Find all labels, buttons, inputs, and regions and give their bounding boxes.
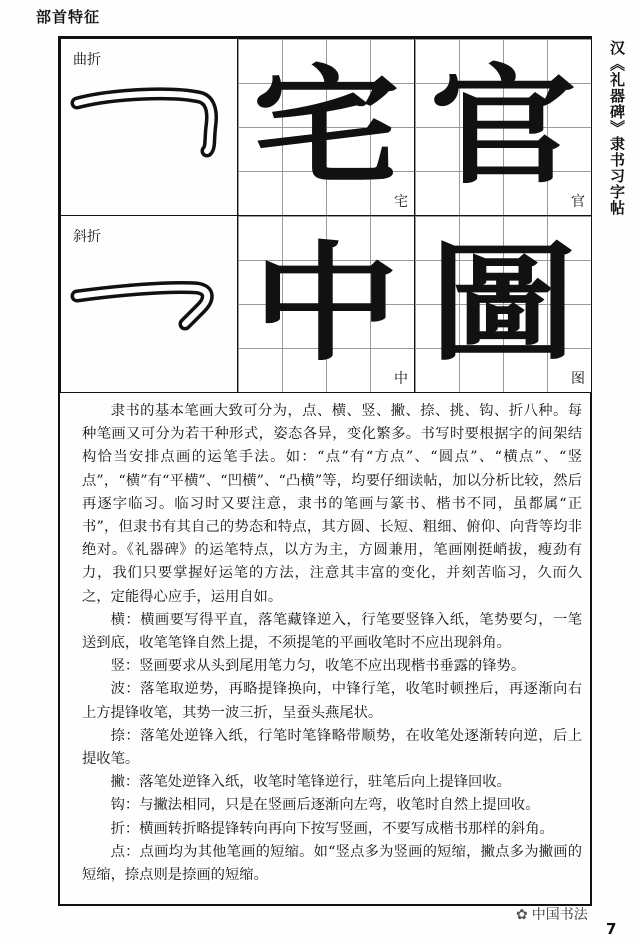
paragraph-intro: 隶书的基本笔画大致可分为，点、横、竖、撇、捺、挑、钩、折八种。每种笔画又可分为若干种形式，姿态各异，变化繁多。书写时要根据字的间架结构恰当安排点画的运笔手法。如：“点”有“方点”、“圆点”、“横点”、“竖点”，“横”有“平横”、“凹横”、“凸横”等，均要仔细读帖，加以分析比较，然后再逐字临习。临习时又要注意，隶书的笔画与篆书、楷书不同，虽都属“正书”，但隶书有其自己的势态和特点，其方圆、长短、粗细、俯仰、向背等均非绝对。《礼器碑》的运笔特点，以方为主，方圆兼用，笔画刚挺峭拔，瘦劲有力，我们只要掌握好运笔的方法，注意其丰富的变化，并刻苦临习，久而久之，定能得心应手，运用自如。 bbox=[82, 403, 582, 605]
char-cell-tu bbox=[414, 215, 592, 393]
char-glyph: 中 bbox=[252, 229, 400, 379]
char-cell-zhai bbox=[237, 38, 415, 216]
char-cell-guan bbox=[414, 38, 592, 216]
slant-fold-stroke-icon bbox=[61, 216, 239, 394]
paragraph-dian: 点：点画均为其他笔画的短缩。如“竖点多为竖画的短缩，撇点多为撇画的短缩，捺点则是捺画的短缩。 bbox=[82, 843, 582, 884]
stroke-cell-slant-fold bbox=[60, 215, 238, 393]
wechat-icon: ✿ bbox=[516, 907, 528, 923]
char-glyph: 宅 bbox=[252, 52, 400, 202]
stroke-label: 曲折 bbox=[73, 52, 101, 68]
paragraph-heng: 横：横画要写得平直，落笔藏锋逆入，行笔要竖锋入纸，笔势要匀，一笔送到底，收笔笔锋自然上提，不须提笔的平画收笔时不应出现斜角。 bbox=[82, 611, 582, 652]
char-caption: 图 bbox=[571, 371, 585, 387]
char-caption: 宅 bbox=[394, 194, 408, 210]
paragraph-pie: 撇：落笔处逆锋入纸，收笔时笔锋逆行，驻笔后向上提锋回收。 bbox=[110, 774, 511, 791]
stroke-label: 斜折 bbox=[73, 229, 101, 245]
paragraph-zhe: 折：横画转折略提锋转向再向下按写竖画，不要写成楷书那样的斜角。 bbox=[110, 820, 554, 837]
char-caption: 官 bbox=[571, 194, 585, 210]
page-number: 7 bbox=[606, 920, 617, 938]
paragraph-bo: 波：落笔取逆势，再略提锋换向，中锋行笔，收笔时顿挫后，再逐渐向右上方提锋收笔，其势一波三折，呈蚕头燕尾状。 bbox=[82, 681, 582, 721]
watermark-logo bbox=[516, 904, 588, 924]
curved-fold-stroke-icon bbox=[61, 39, 239, 217]
paragraph-shu: 竖：竖画要求从头到尾用笔力匀，收笔不应出现楷书垂露的锋势。 bbox=[110, 658, 526, 675]
char-glyph: 官 bbox=[429, 52, 577, 202]
body-text bbox=[82, 400, 582, 887]
stroke-cell-curved-fold bbox=[60, 38, 238, 216]
char-glyph: 圖 bbox=[429, 229, 577, 379]
side-title: 汉《礼器碑》隶书习字帖 bbox=[608, 40, 626, 216]
paragraph-gou: 钩：与撇法相同，只是在竖画后逐渐向左弯，收笔时自然上提回收。 bbox=[110, 797, 540, 814]
char-cell-zhong bbox=[237, 215, 415, 393]
section-header: 部首特征 bbox=[36, 8, 101, 26]
char-caption: 中 bbox=[394, 371, 408, 387]
watermark-text: 中国书法 bbox=[531, 907, 588, 923]
paragraph-na: 捺：落笔处逆锋入纸，行笔时笔锋略带顺势，在收笔处逐渐转向逆，后上提收笔。 bbox=[82, 727, 582, 768]
